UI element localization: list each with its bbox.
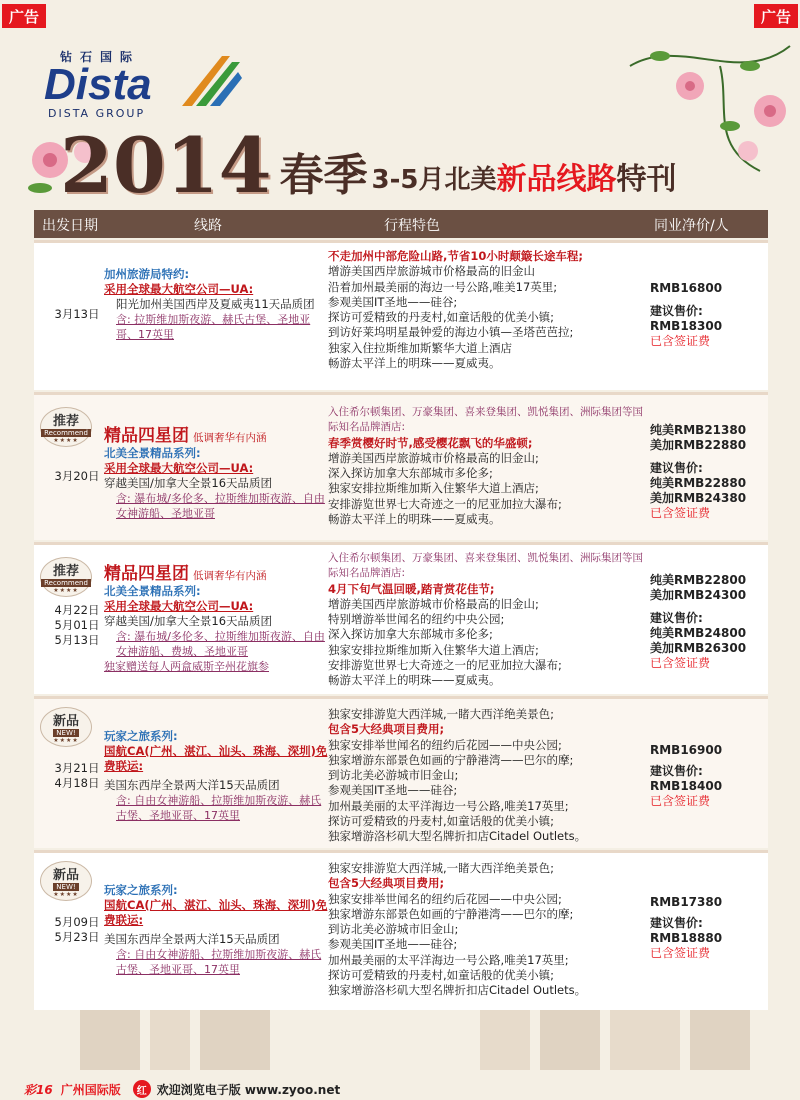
price-block: 纯美RMB21380 美加RMB22880 建议售价: 纯美RMB22880 美加RMB24380 已含签证费 [650,423,747,520]
headline-months: 3-5月北美 [371,165,497,195]
airline-label: 采用全球最大航空公司—UA: [104,282,254,296]
new-badge: 新品 NEW! ★★★★ [40,861,92,901]
itinerary-list: 入住希尔顿集团、万豪集团、喜来登集团、凯悦集团、洲际集团等国际知名品牌酒店: 春季赏樱好时节,感受樱花飘飞的华盛顿; 增游美国西岸旅游城市价格最高的旧金山; 深入探访加拿大东部城市多伦多; 独家安排拉斯维加斯入住繁华大道上酒店; 安排游览世界七大奇迹之一的尼亚加拉大瀑布; 畅游太平洋上的明珠——夏威夷。 [328,406,643,527]
logo-cn: 钻石国际 [60,50,141,64]
headline-new: 新品线路 [496,162,617,197]
tour-section-5 [34,850,768,1010]
recommend-badge: 推荐 Recommend ★★★★ [40,557,92,597]
logo-main: Dista [44,60,152,109]
route-info: 玩家之旅系列: 国航CA(广州、湛江、汕头、珠海、深圳)免费联运: 美国东西岸全景两大洋15天品质团 含: 自由女神游船、拉斯维加斯夜游、赫氏古堡、圣地亚哥、17英里 [104,729,328,822]
dates: 3月21日 4月18日 [54,761,100,790]
tour-section-2 [34,392,768,540]
price-block: RMB17380 建议售价: RMB18880 已含签证费 [650,895,723,960]
route-info [104,267,332,342]
col-price: 同业净价/人 [654,218,729,234]
column-header-bar [34,210,768,238]
col-date: 出发日期 [42,218,98,234]
headline-special: 特刊 [616,162,677,197]
logo-mark-icon [182,56,242,106]
route-info: 精品四星团 低调奢华有内涵 北美全景精品系列: 采用全球最大航空公司—UA: 穿越美国/加拿大全景16天品质团 含: 瀑布城/多伦多、拉斯维加斯夜游、自由女神游船、圣地亚哥 [104,426,325,520]
publication-name: 广州国际版 [60,1082,121,1097]
dates: 3月13日 [54,307,100,321]
price-block: RMB16900 建议售价: RMB18400 已含签证费 [650,743,723,808]
tour-section-3 [34,542,768,694]
headline-season: 春季 [279,150,368,201]
ad-label-right: 广告 [754,4,798,28]
logo-sub: DISTA GROUP [48,107,146,120]
tour-section-1 [34,240,768,390]
ad-label-left: 广告 [2,4,46,28]
itinerary-list: 独家安排游览大西洋城,一睹大西洋绝美景色; 包含5大经典项目费用; 独家安排举世闻名的纽约后花园——中央公园; 独家增游东部景色如画的宁静港湾——巴尔的摩; 到访北美必游城市旧金山; 参观美国IT圣地——硅谷; 加州最美丽的太平洋海边一号公路,唯美17英里; 探访可爱精致的丹麦村,如童话般的优美小镇; 独家增游洛杉矶大型名牌折扣店Citadel Outlets。 [328,861,587,998]
headline-year: 2014 [60,121,272,210]
tour-section-4 [34,696,768,848]
dates: 3月20日 [54,469,100,483]
itinerary-list: 入住希尔顿集团、万豪集团、喜来登集团、凯悦集团、洲际集团等国际知名品牌酒店: 4月下旬气温回暖,踏青赏花佳节; 增游美国西岸旅游城市价格最高的旧金山; 特别增游举世闻名的纽约中央公园; 深入探访加拿大东部城市多伦多; 独家安排拉斯维加斯入住繁华大道上酒店; 安排游览世界七大奇迹之一的尼亚加拉大瀑布; 畅游太平洋上的明珠——夏威夷。 [328,552,643,688]
itinerary-list: 不走加州中部危险山路,节省10小时颠簸长途车程; 增游美国西岸旅游城市价格最高的旧金山 沿着加州最美丽的海边一号公路,唯美17英里; 参观美国IT圣地——硅谷; 探访可爱精致的丹麦村,如童话般的优美小镇; 到访好莱坞明星最钟爱的海边小镇—圣塔芭芭拉; 独家入住拉斯维加斯繁华大道上酒店 畅游太平洋上的明珠——夏威夷。 [328,249,583,371]
footer [0,1078,800,1100]
page-number: 彩16 [24,1082,53,1097]
website-link[interactable]: 欢迎浏览电子版 www.zyoo.net [156,1082,341,1097]
route-info: 玩家之旅系列: 国航CA(广州、湛江、汕头、珠海、深圳)免费联运: 美国东西岸全景两大洋15天品质团 含: 自由女神游船、拉斯维加斯夜游、赫氏古堡、圣地亚哥、17英里 [104,883,328,976]
col-itinerary: 行程特色 [384,218,440,234]
gift-label: 独家赠送每人两盒威斯辛州花旗参 [104,660,269,673]
dates: 5月09日 5月23日 [54,915,100,944]
dates: 4月22日 5月01日 5月13日 [54,603,100,647]
includes-label: 含: 拉斯维加斯夜游、赫氏古堡、圣地亚哥、17英里 [116,313,311,341]
headline [60,121,677,210]
recommend-badge: 推荐 Recommend ★★★★ [40,407,92,447]
new-badge: 新品 NEW! ★★★★ [40,707,92,747]
itinerary-list: 独家安排游览大西洋城,一睹大西洋绝美景色; 包含5大经典项目费用; 独家安排举世闻名的纽约后花园——中央公园; 独家增游东部景色如画的宁静港湾——巴尔的摩; 到访北美必游城市旧金山; 参观美国IT圣地——硅谷; 加州最美丽的太平洋海边一号公路,唯美17英里; 探访可爱精致的丹麦村,如童话般的优美小镇; 独家增游洛杉矶大型名牌折扣店Citadel Outlets。 [328,707,587,844]
route-title: 阳光加州美国西岸及夏威夷11天品质团 [116,297,315,311]
series-label: 加州旅游局特约: [104,267,190,281]
col-route: 线路 [194,218,222,234]
route-info: 精品四星团 低调奢华有内涵 北美全景精品系列: 采用全球最大航空公司—UA: 穿越美国/加拿大全景16天品质团 含: 瀑布城/多伦多、拉斯维加斯夜游、自由女神游船、费城、圣地亚哥 独家赠送每人两盒威斯辛州花旗参 [104,567,332,674]
price-block: 纯美RMB22800 美加RMB24300 建议售价: 纯美RMB24800 美加RMB26300 已含签证费 [650,573,747,670]
price-block: RMB16800 建议售价: RMB18300 已含签证费 [650,281,723,348]
publisher-circle-icon: 红 [133,1080,151,1098]
